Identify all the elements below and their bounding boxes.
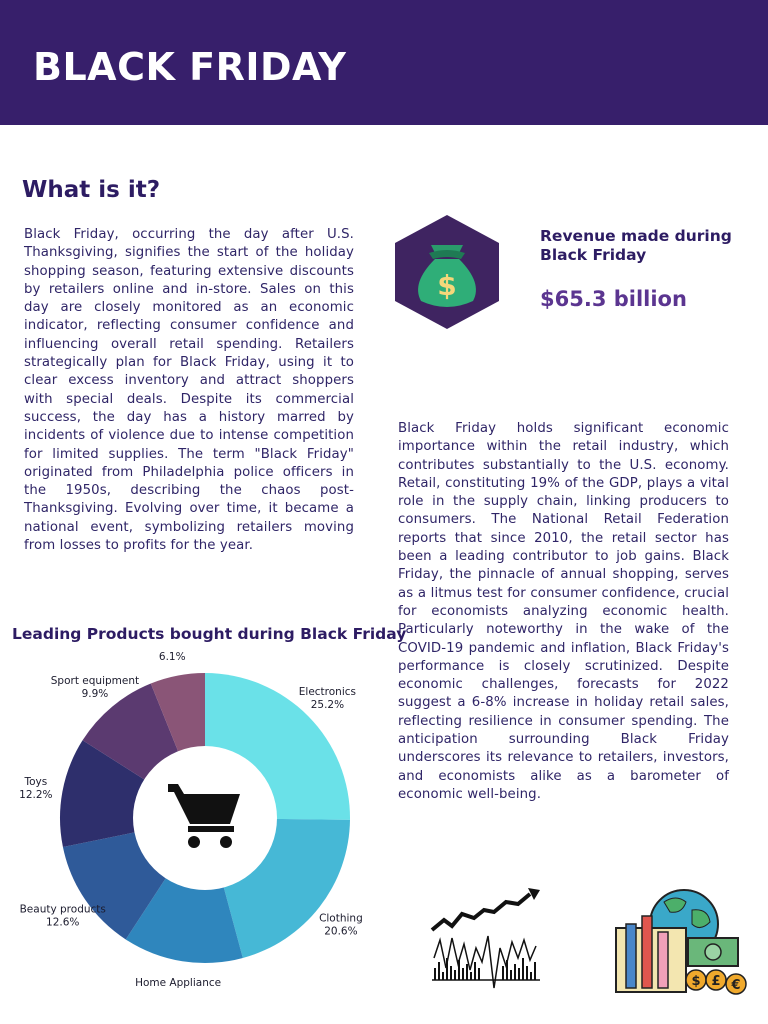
chart-label-value: 25.2% [310,699,345,712]
chart-label-category: Sport equipment [50,674,140,687]
chart-label-category: Toys [24,775,48,788]
chart-label-category: Home Appliance [135,976,222,989]
svg-text:€: € [731,978,741,993]
chart-title: Leading Products bought during Black Friday [12,625,407,643]
svg-text:$: $ [691,974,701,989]
money-bag-icon [391,213,503,331]
svg-text:$: $ [437,269,457,302]
chart-label-value: 20.6% [324,925,358,938]
chart-label-value: 12.2% [19,788,53,801]
chart-label-category: Electronics [298,686,357,699]
intro-paragraph: Black Friday, occurring the day after U.S. Thanksgiving, signifies the start of the holiday shopping season, featuring extensive discounts by retailers online and in-store. Sales on this day are closely monitored as an economic indicator, reflecting consumer confidence and influencing overall retail spending. Retailers strategically plan for Black Friday, using it to clear excess inventory and attract shoppers with special deals. Despite its commercial success, the day has a history marred by incidents of violence due to intense competition for limited supplies. The term "Black Friday" originated from Philadelphia police officers in the 1950s, describing the chaos post-Thanksgiving. Evolving over time, it became a national event, symbolizing retailers moving from losses to profits for the year. [24,227,354,554]
revenue-label: Revenue made during Black Friday [540,227,732,264]
revenue-value: $65.3 billion [540,287,687,311]
chart-label-category: Clothing [319,912,363,925]
chart-label-value: 9.9% [81,687,109,700]
global-finance-icon [612,888,752,998]
chart-label-value: 12.6% [46,916,80,929]
page-title: BLACK FRIDAY [33,45,347,89]
svg-text:£: £ [711,974,721,989]
chart-label-value: 6.1% [158,651,186,664]
economics-paragraph: Black Friday holds significant economic importance within the retail industry, which contributes substantially to the U.S. economy. Retail, constituting 19% of the GDP, plays a vital role in the supply chain, linking producers to consumers. The National Retail Federation reports that since 2010, the retail sector has been a leading contributor to job gains. Black Friday, the pinnacle of annual shopping, serves as a litmus test for consumer confidence, crucial for economists analyzing economic health. Particularly noteworthy in the wake of the COVID-19 pandemic and inflation, Black Friday's performance is closely scrutinized. Despite economic challenges, forecasts for 2022 suggest a 6-8% increase in holiday retail sales, reflecting resilience in consumer spending. The anticipation surrounding Black Friday underscores its relevance to retailers, investors, and economists alike as a barometer of economic well-being. [398,421,729,802]
section-heading: What is it? [22,177,161,203]
donut-chart [0,650,380,990]
stock-trend-icon [430,888,542,994]
header-banner [0,0,768,125]
chart-label-category: Beauty products [19,903,106,916]
